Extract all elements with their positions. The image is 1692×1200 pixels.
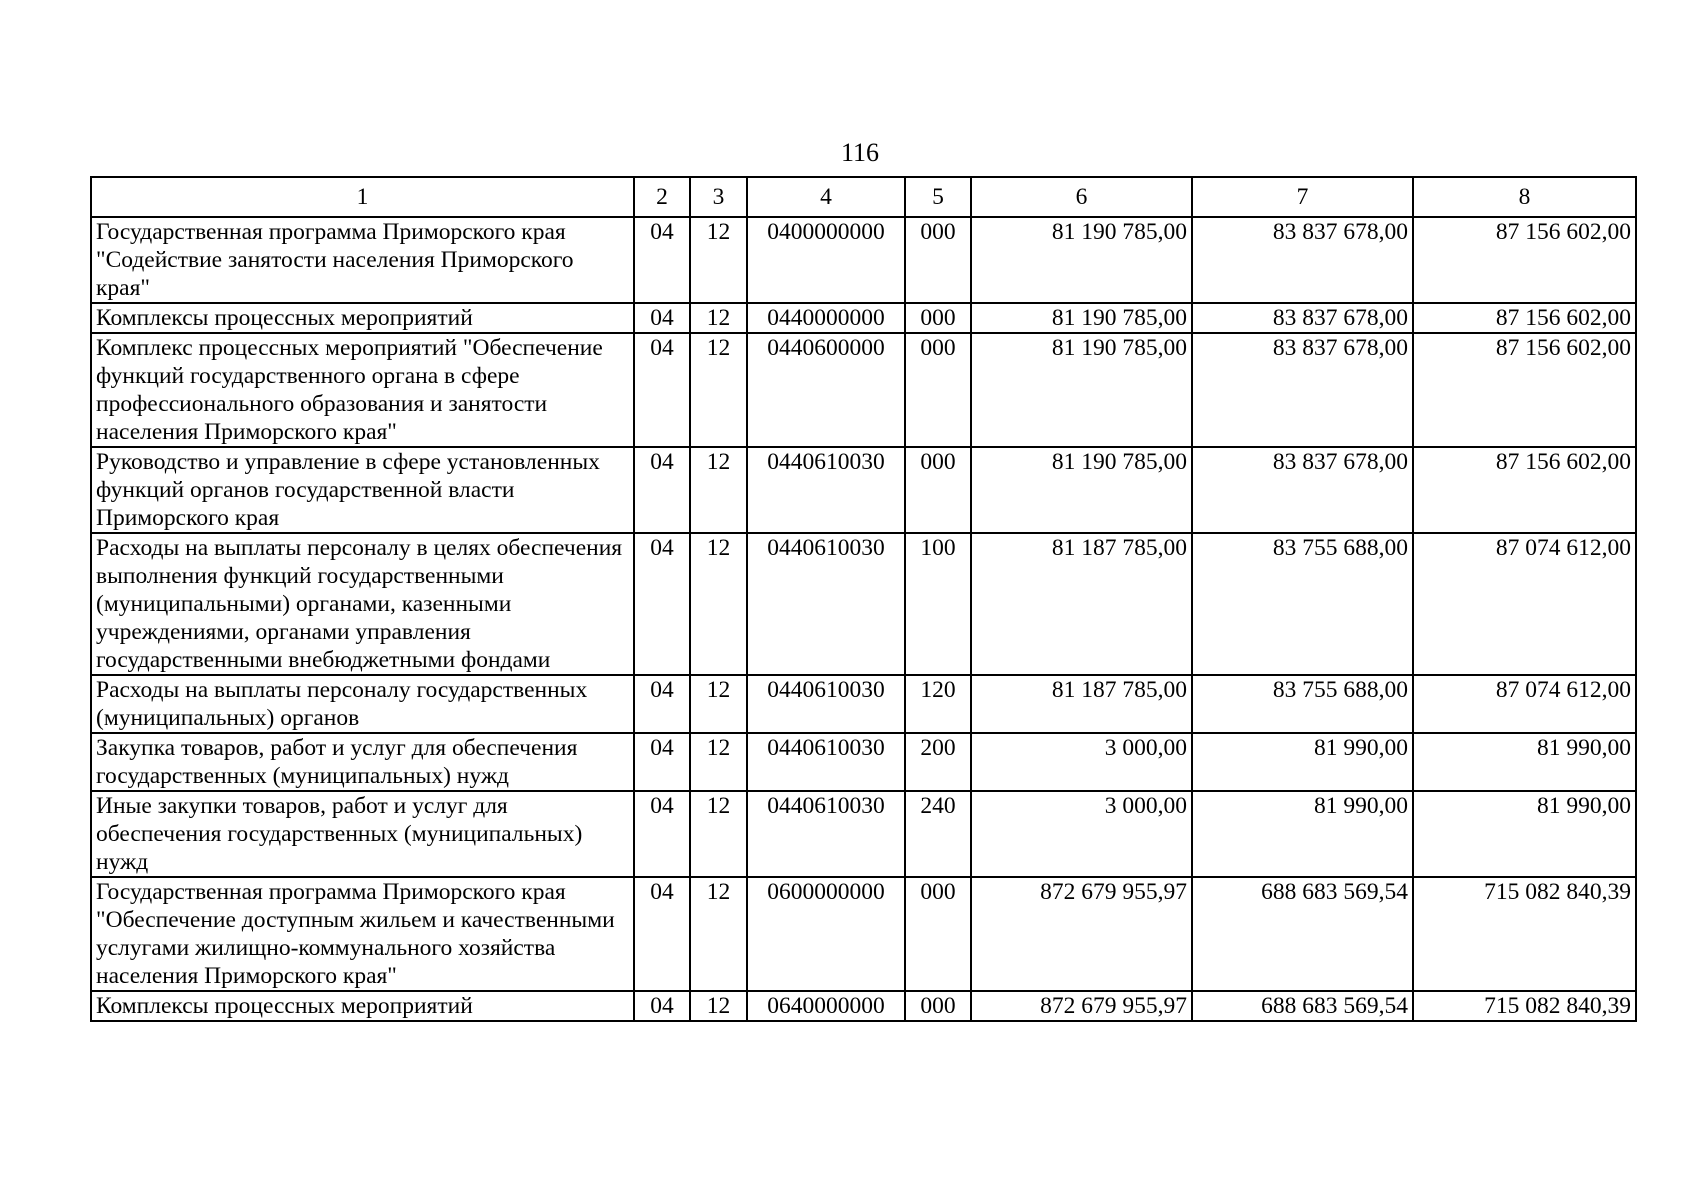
amount-col-8: 87 074 612,00 xyxy=(1413,533,1636,675)
table-row xyxy=(91,877,1636,991)
table-row xyxy=(91,991,1636,1021)
amount-col-7: 83 837 678,00 xyxy=(1192,333,1413,447)
table-row xyxy=(91,303,1636,333)
expense-type-code: 000 xyxy=(905,991,971,1021)
section-code: 04 xyxy=(634,791,690,877)
section-code: 04 xyxy=(634,447,690,533)
amount-col-8: 81 990,00 xyxy=(1413,791,1636,877)
subsection-code: 12 xyxy=(690,791,747,877)
amount-col-7: 83 837 678,00 xyxy=(1192,217,1413,303)
header-cell: 7 xyxy=(1192,177,1413,217)
amount-col-7: 81 990,00 xyxy=(1192,733,1413,791)
header-cell: 3 xyxy=(690,177,747,217)
header-cell: 1 xyxy=(91,177,634,217)
table-row xyxy=(91,533,1636,675)
row-name: Иные закупки товаров, работ и услуг для обеспечения государственных (муниципальных) нужд xyxy=(91,791,634,877)
amount-col-8: 87 074 612,00 xyxy=(1413,675,1636,733)
subsection-code: 12 xyxy=(690,877,747,991)
subsection-code: 12 xyxy=(690,217,747,303)
amount-col-7: 688 683 569,54 xyxy=(1192,877,1413,991)
expense-type-code: 000 xyxy=(905,217,971,303)
budget-table xyxy=(90,176,1637,1022)
subsection-code: 12 xyxy=(690,533,747,675)
amount-col-8: 81 990,00 xyxy=(1413,733,1636,791)
table-row xyxy=(91,447,1636,533)
amount-col-6: 872 679 955,97 xyxy=(971,991,1192,1021)
target-article-code: 0600000000 xyxy=(747,877,905,991)
amount-col-6: 81 190 785,00 xyxy=(971,303,1192,333)
section-code: 04 xyxy=(634,217,690,303)
subsection-code: 12 xyxy=(690,733,747,791)
table-row xyxy=(91,733,1636,791)
row-name: Государственная программа Приморского края "Содействие занятости населения Приморского края" xyxy=(91,217,634,303)
amount-col-6: 3 000,00 xyxy=(971,733,1192,791)
amount-col-6: 81 187 785,00 xyxy=(971,533,1192,675)
subsection-code: 12 xyxy=(690,447,747,533)
header-cell: 8 xyxy=(1413,177,1636,217)
target-article-code: 0440610030 xyxy=(747,791,905,877)
table-row xyxy=(91,333,1636,447)
row-name: Комплекс процессных мероприятий "Обеспечение функций государственного органа в сфере профессионального образования и занятости населения Приморского края" xyxy=(91,333,634,447)
section-code: 04 xyxy=(634,333,690,447)
section-code: 04 xyxy=(634,303,690,333)
row-name: Комплексы процессных мероприятий xyxy=(91,991,634,1021)
subsection-code: 12 xyxy=(690,991,747,1021)
target-article-code: 0440610030 xyxy=(747,447,905,533)
amount-col-6: 81 187 785,00 xyxy=(971,675,1192,733)
target-article-code: 0440600000 xyxy=(747,333,905,447)
row-name: Расходы на выплаты персоналу государственных (муниципальных) органов xyxy=(91,675,634,733)
row-name: Расходы на выплаты персоналу в целях обеспечения выполнения функций государственными (муниципальными) органами, казенными учреждениями, органами управления государственными внебюджетными фондами xyxy=(91,533,634,675)
table-row xyxy=(91,217,1636,303)
target-article-code: 0440610030 xyxy=(747,733,905,791)
amount-col-7: 688 683 569,54 xyxy=(1192,991,1413,1021)
header-row xyxy=(91,177,1636,217)
amount-col-8: 87 156 602,00 xyxy=(1413,447,1636,533)
expense-type-code: 000 xyxy=(905,877,971,991)
table-row xyxy=(91,675,1636,733)
subsection-code: 12 xyxy=(690,303,747,333)
expense-type-code: 000 xyxy=(905,333,971,447)
amount-col-6: 3 000,00 xyxy=(971,791,1192,877)
header-cell: 5 xyxy=(905,177,971,217)
header-cell: 6 xyxy=(971,177,1192,217)
amount-col-7: 83 837 678,00 xyxy=(1192,447,1413,533)
amount-col-6: 81 190 785,00 xyxy=(971,333,1192,447)
target-article-code: 0440000000 xyxy=(747,303,905,333)
header-cell: 2 xyxy=(634,177,690,217)
amount-col-7: 83 837 678,00 xyxy=(1192,303,1413,333)
section-code: 04 xyxy=(634,733,690,791)
amount-col-8: 87 156 602,00 xyxy=(1413,217,1636,303)
target-article-code: 0640000000 xyxy=(747,991,905,1021)
subsection-code: 12 xyxy=(690,675,747,733)
section-code: 04 xyxy=(634,675,690,733)
amount-col-8: 87 156 602,00 xyxy=(1413,333,1636,447)
amount-col-7: 83 755 688,00 xyxy=(1192,675,1413,733)
row-name: Руководство и управление в сфере установленных функций органов государственной власти Приморского края xyxy=(91,447,634,533)
page-number: 116 xyxy=(840,138,880,167)
target-article-code: 0440610030 xyxy=(747,675,905,733)
expense-type-code: 000 xyxy=(905,447,971,533)
expense-type-code: 000 xyxy=(905,303,971,333)
amount-col-6: 81 190 785,00 xyxy=(971,447,1192,533)
expense-type-code: 200 xyxy=(905,733,971,791)
row-name: Государственная программа Приморского края "Обеспечение доступным жильем и качественными услугами жилищно-коммунального хозяйства населения Приморского края" xyxy=(91,877,634,991)
row-name: Закупка товаров, работ и услуг для обеспечения государственных (муниципальных) нужд xyxy=(91,733,634,791)
subsection-code: 12 xyxy=(690,333,747,447)
amount-col-6: 81 190 785,00 xyxy=(971,217,1192,303)
expense-type-code: 100 xyxy=(905,533,971,675)
amount-col-8: 715 082 840,39 xyxy=(1413,991,1636,1021)
amount-col-7: 81 990,00 xyxy=(1192,791,1413,877)
section-code: 04 xyxy=(634,533,690,675)
expense-type-code: 120 xyxy=(905,675,971,733)
amount-col-6: 872 679 955,97 xyxy=(971,877,1192,991)
table-row xyxy=(91,791,1636,877)
expense-type-code: 240 xyxy=(905,791,971,877)
amount-col-8: 87 156 602,00 xyxy=(1413,303,1636,333)
section-code: 04 xyxy=(634,877,690,991)
row-name: Комплексы процессных мероприятий xyxy=(91,303,634,333)
header-cell: 4 xyxy=(747,177,905,217)
target-article-code: 0440610030 xyxy=(747,533,905,675)
section-code: 04 xyxy=(634,991,690,1021)
amount-col-7: 83 755 688,00 xyxy=(1192,533,1413,675)
amount-col-8: 715 082 840,39 xyxy=(1413,877,1636,991)
target-article-code: 0400000000 xyxy=(747,217,905,303)
